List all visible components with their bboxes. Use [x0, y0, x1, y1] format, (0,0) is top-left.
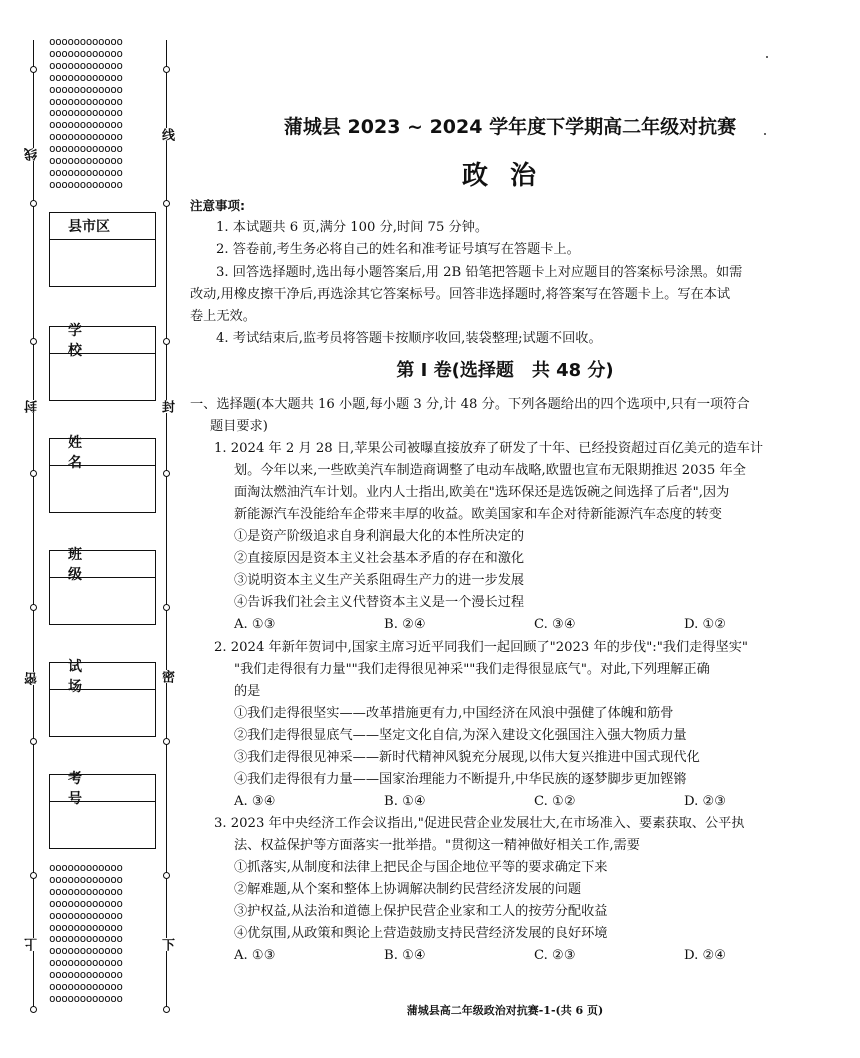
- option-c[interactable]: C. ③④: [534, 617, 576, 632]
- option-b[interactable]: B. ①④: [384, 794, 426, 809]
- field-label-name: [50, 435, 155, 471]
- binding-ring: [30, 200, 37, 207]
- question-1-stem: 划。今年以来,一些欧美汽车制造商调整了电动车战略,欧盟也宣布无限期推迟 2035 年全: [234, 463, 746, 478]
- field-box-name[interactable]: [49, 435, 156, 513]
- option-d[interactable]: D. ②④: [684, 948, 727, 963]
- field-label-county: [50, 213, 155, 240]
- notes-heading: 注意事项:: [190, 198, 245, 213]
- notes-item: 2. 答卷前,考生务必将自己的姓名和准考证号填写在答题卡上。: [216, 242, 580, 257]
- question-2-item: ④我们走得很有力量——国家治理能力不断提升,中华民族的逐梦脚步更加铿锵: [234, 772, 687, 787]
- field-label-exam-number: [50, 771, 155, 807]
- notes-item: 1. 本试题共 6 页,满分 100 分,时间 75 分钟。: [216, 220, 489, 235]
- binding-ring: [163, 604, 170, 611]
- binding-ring: [30, 738, 37, 745]
- field-label-room: [50, 659, 155, 695]
- option-b[interactable]: B. ②④: [384, 617, 426, 632]
- option-a[interactable]: A. ①③: [234, 617, 276, 632]
- binding-ring: [163, 66, 170, 73]
- option-b[interactable]: B. ①④: [384, 948, 426, 963]
- binding-mark-top-left: 线: [25, 148, 40, 161]
- question-2-item: ①我们走得很坚实——改革措施更有力,中国经济在风浪中强健了体魄和筋骨: [234, 706, 674, 721]
- binding-ring: [163, 338, 170, 345]
- notes-item: 3. 回答选择题时,选出每小题答案后,用 2B 铅笔把答题卡上对应题目的答案标号涂黑。如需: [216, 265, 743, 280]
- notes-item: 改动,用橡皮擦干净后,再选涂其它答案标号。回答非选择题时,将答案写在答题卡上。写在本试: [190, 287, 731, 302]
- binding-ring: [30, 1006, 37, 1013]
- binding-holes-bottom: oooooooooooo oooooooooooo oooooooooooo oooooooooooo oooooooooooo oooooooooooo oooooooooooo oooooooooooo oooooooooooo oooooooooooo oooooooooooo oooooooooooo: [49, 862, 123, 1005]
- question-1-item: ①是资产阶级追求自身利润最大化的本性所决定的: [234, 529, 525, 544]
- binding-ring: [30, 604, 37, 611]
- question-1-stem: 新能源汽车没能给车企带来丰厚的收益。欧美国家和车企对待新能源汽车态度的转变: [234, 507, 722, 522]
- notes-item: 卷上无效。: [190, 309, 256, 324]
- option-a[interactable]: A. ③④: [234, 794, 276, 809]
- binding-ring: [30, 66, 37, 73]
- question-1-item: ②直接原因是资本主义社会基本矛盾的存在和激化: [234, 551, 525, 566]
- question-3-item: ③护权益,从法治和道德上保护民营企业家和工人的按劳分配收益: [234, 904, 608, 919]
- question-3-stem: 3. 2023 年中央经济工作会议指出,"促进民营企业发展壮大,在市场准入、要素获取、公平执: [214, 816, 745, 831]
- binding-ring: [163, 738, 170, 745]
- page-footer: 蒲城县高二年级政治对抗赛-1-(共 6 页): [406, 1004, 604, 1017]
- binding-mark-top-right: 线: [159, 128, 174, 141]
- section-intro: 一、选择题(本大题共 16 小题,每小题 3 分,计 48 分。下列各题给出的四个选项中,只有一项符合: [190, 397, 750, 412]
- field-label-exam-number-name: 考号: [68, 771, 114, 807]
- binding-ring: [30, 872, 37, 879]
- binding-right-line: [166, 40, 167, 1008]
- question-1-stem: 1. 2024 年 2 月 28 日,苹果公司被曝直接放弃了研发了十年、已经投资超过百亿美元的造车计: [214, 441, 764, 456]
- section-title: 第 Ⅰ 卷(选择题 共 48 分): [396, 360, 614, 381]
- field-label-name-name: 姓名: [68, 435, 114, 471]
- question-3-item: ②解难题,从个案和整体上协调解决制约民营经济发展的问题: [234, 882, 582, 897]
- field-label-room-name: 试场: [68, 659, 114, 695]
- binding-ring: [163, 1006, 170, 1013]
- section-intro: 题目要求): [210, 419, 268, 434]
- binding-ring: [30, 470, 37, 477]
- question-2-item: ②我们走得很显底气——坚定文化自信,为深入建设文化强国注入强大物质力量: [234, 728, 687, 743]
- question-1-stem: 面淘汰燃油汽车计划。业内人士指出,欧美在"选环保还是选饭碗之间选择了后者",因为: [234, 485, 730, 500]
- binding-mark-low-right: 密: [159, 670, 174, 683]
- binding-mark-low-left: 密: [25, 672, 40, 685]
- subject-title: 政治: [461, 161, 558, 191]
- question-1-item: ④告诉我们社会主义代替资本主义是一个漫长过程: [234, 595, 525, 610]
- option-c[interactable]: C. ②③: [534, 948, 576, 963]
- field-label-class-name: 班级: [68, 547, 114, 583]
- question-2-stem: 2. 2024 年新年贺词中,国家主席习近平同我们一起回顾了"2023 年的步伐":"我们走得坚实": [214, 640, 748, 655]
- binding-left-line: [33, 40, 34, 1008]
- binding-mark-mid-left: 封: [25, 400, 40, 413]
- scan-speck: [766, 56, 768, 58]
- notes-item: 4. 考试结束后,监考员将答题卡按顺序收回,装袋整理;试题不回收。: [216, 331, 602, 346]
- binding-ring: [30, 338, 37, 345]
- binding-ring: [163, 200, 170, 207]
- question-1-item: ③说明资本主义生产关系阻碍生产力的进一步发展: [234, 573, 525, 588]
- field-label-school-name: 学校: [68, 323, 114, 359]
- field-label-class: [50, 547, 155, 583]
- option-d[interactable]: D. ②③: [684, 794, 727, 809]
- question-1-options: [234, 614, 834, 636]
- question-3-options: [234, 945, 834, 967]
- field-label-school: [50, 323, 155, 359]
- option-d[interactable]: D. ①②: [684, 617, 727, 632]
- question-3-stem: 法、权益保护等方面落实一批举措。"贯彻这一精神做好相关工作,需要: [234, 838, 640, 853]
- question-2-stem: 的是: [234, 684, 261, 699]
- binding-mark-mid-right: 封: [159, 400, 174, 413]
- question-3-item: ④优氛围,从政策和舆论上营造鼓励支持民营经济发展的良好环境: [234, 926, 608, 941]
- field-box-county[interactable]: [49, 212, 156, 287]
- field-box-room[interactable]: [49, 659, 156, 737]
- binding-ring: [163, 470, 170, 477]
- binding-mark-bottom-right: 下: [159, 938, 174, 951]
- binding-holes-top: oooooooooooo oooooooooooo oooooooooooo oooooooooooo oooooooooooo oooooooooooo oooooooooooo oooooooooooo oooooooooooo oooooooooooo oooooooooooo oooooooooooo oooooooooooo: [49, 36, 123, 191]
- binding-mark-bottom-left: 上: [25, 938, 40, 951]
- question-2-item: ③我们走得很见神采——新时代精神风貌充分展现,以伟大复兴推进中国式现代化: [234, 750, 700, 765]
- option-a[interactable]: A. ①③: [234, 948, 276, 963]
- option-c[interactable]: C. ①②: [534, 794, 576, 809]
- field-label-county-name: 县市区: [68, 219, 110, 235]
- binding-ring: [163, 872, 170, 879]
- field-label-county-text: [68, 216, 137, 236]
- question-2-options: [234, 791, 834, 813]
- field-box-school[interactable]: [49, 323, 156, 401]
- question-3-item: ①抓落实,从制度和法律上把民企与国企地位平等的要求确定下来: [234, 860, 608, 875]
- question-2-stem: "我们走得很有力量""我们走得很见神采""我们走得很显底气"。对此,下列理解正确: [234, 662, 710, 677]
- field-box-exam-number[interactable]: [49, 771, 156, 849]
- field-box-class[interactable]: [49, 547, 156, 625]
- exam-title: 蒲城县 2023 ~ 2024 学年度下学期高二年级对抗赛: [283, 116, 737, 138]
